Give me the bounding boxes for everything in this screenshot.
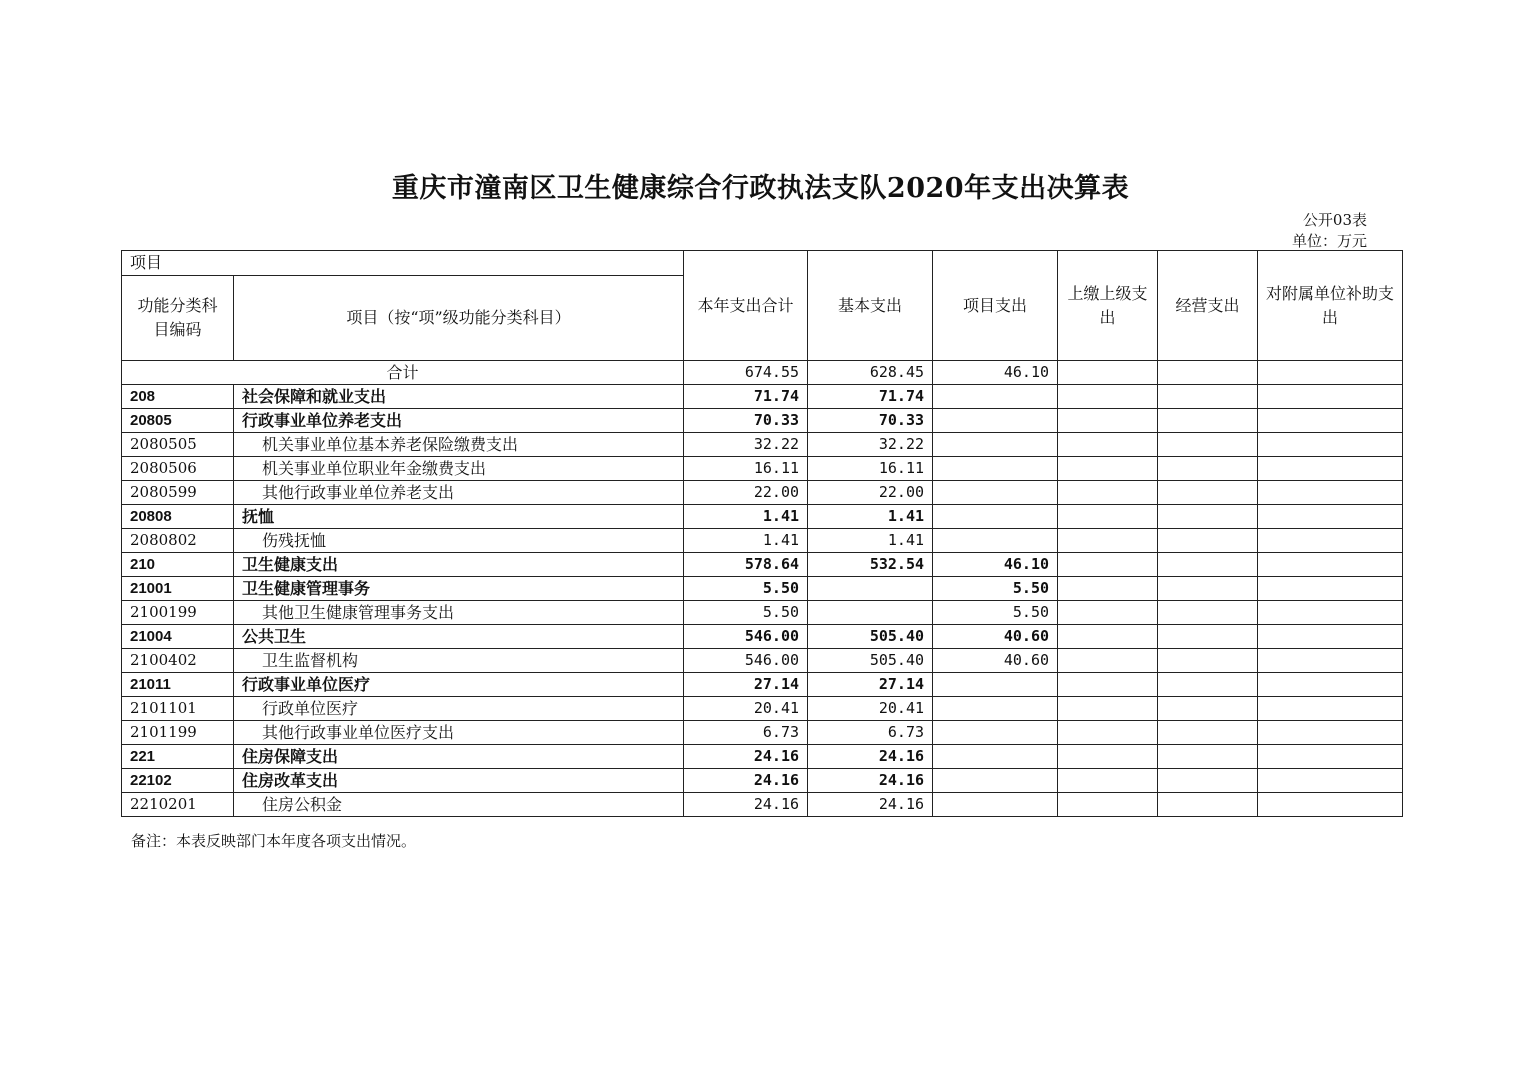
table-row <box>122 745 1403 769</box>
row-subsidy <box>1258 457 1403 481</box>
table-row <box>122 529 1403 553</box>
total-upper <box>1058 361 1158 385</box>
row-upper <box>1058 769 1158 793</box>
row-name: 卫生健康管理事务 <box>234 577 684 601</box>
row-total: 6.73 <box>684 721 808 745</box>
row-project: 46.10 <box>933 553 1058 577</box>
total-amount: 674.55 <box>684 361 808 385</box>
row-upper <box>1058 673 1158 697</box>
table-row <box>122 577 1403 601</box>
row-name: 社会保障和就业支出 <box>234 385 684 409</box>
total-project: 46.10 <box>933 361 1058 385</box>
row-basic: 532.54 <box>808 553 933 577</box>
row-operating <box>1158 505 1258 529</box>
row-subsidy <box>1258 625 1403 649</box>
row-basic <box>808 601 933 625</box>
row-subsidy <box>1258 601 1403 625</box>
row-operating <box>1158 745 1258 769</box>
row-code: 2100199 <box>122 601 234 625</box>
row-operating <box>1158 385 1258 409</box>
row-total: 22.00 <box>684 481 808 505</box>
row-total: 5.50 <box>684 577 808 601</box>
unit-label: 单位：万元 <box>1291 232 1367 250</box>
row-name: 住房公积金 <box>234 793 684 817</box>
row-upper <box>1058 793 1158 817</box>
row-subsidy <box>1258 697 1403 721</box>
row-project <box>933 745 1058 769</box>
row-operating <box>1158 481 1258 505</box>
row-project <box>933 673 1058 697</box>
row-subsidy <box>1258 673 1403 697</box>
row-subsidy <box>1258 433 1403 457</box>
row-total: 16.11 <box>684 457 808 481</box>
table-row <box>122 505 1403 529</box>
row-name: 其他行政事业单位养老支出 <box>234 481 684 505</box>
row-name: 机关事业单位职业年金缴费支出 <box>234 457 684 481</box>
row-basic: 70.33 <box>808 409 933 433</box>
row-upper <box>1058 457 1158 481</box>
row-operating <box>1158 529 1258 553</box>
total-label: 合计 <box>122 361 684 385</box>
header-group-project: 项目 <box>122 251 684 276</box>
row-basic <box>808 577 933 601</box>
row-subsidy <box>1258 481 1403 505</box>
row-upper <box>1058 505 1158 529</box>
row-operating <box>1158 409 1258 433</box>
row-basic: 32.22 <box>808 433 933 457</box>
table-row <box>122 385 1403 409</box>
row-subsidy <box>1258 793 1403 817</box>
row-code: 2101101 <box>122 697 234 721</box>
row-code: 20808 <box>122 505 234 529</box>
row-upper <box>1058 409 1158 433</box>
row-basic: 20.41 <box>808 697 933 721</box>
row-project: 5.50 <box>933 601 1058 625</box>
table-row <box>122 433 1403 457</box>
table-row <box>122 601 1403 625</box>
row-code: 210 <box>122 553 234 577</box>
table-row <box>122 793 1403 817</box>
row-total: 20.41 <box>684 697 808 721</box>
row-operating <box>1158 721 1258 745</box>
row-code: 20805 <box>122 409 234 433</box>
row-basic: 505.40 <box>808 649 933 673</box>
row-code: 21004 <box>122 625 234 649</box>
row-name: 住房保障支出 <box>234 745 684 769</box>
row-project <box>933 793 1058 817</box>
row-project <box>933 457 1058 481</box>
row-basic: 71.74 <box>808 385 933 409</box>
row-basic: 1.41 <box>808 529 933 553</box>
row-subsidy <box>1258 505 1403 529</box>
table-row <box>122 457 1403 481</box>
table-row <box>122 721 1403 745</box>
row-upper <box>1058 649 1158 673</box>
row-project: 40.60 <box>933 649 1058 673</box>
table-row <box>122 697 1403 721</box>
row-basic: 24.16 <box>808 793 933 817</box>
row-operating <box>1158 433 1258 457</box>
table-row <box>122 673 1403 697</box>
row-code: 2080506 <box>122 457 234 481</box>
row-code: 208 <box>122 385 234 409</box>
row-name: 住房改革支出 <box>234 769 684 793</box>
row-basic: 27.14 <box>808 673 933 697</box>
row-upper <box>1058 433 1158 457</box>
row-subsidy <box>1258 769 1403 793</box>
row-project <box>933 769 1058 793</box>
table-row <box>122 481 1403 505</box>
row-name: 其他行政事业单位医疗支出 <box>234 721 684 745</box>
row-total: 70.33 <box>684 409 808 433</box>
row-total: 24.16 <box>684 769 808 793</box>
row-total: 578.64 <box>684 553 808 577</box>
row-operating <box>1158 553 1258 577</box>
row-name: 公共卫生 <box>234 625 684 649</box>
row-upper <box>1058 745 1158 769</box>
row-basic: 16.11 <box>808 457 933 481</box>
row-upper <box>1058 721 1158 745</box>
row-operating <box>1158 601 1258 625</box>
row-name: 其他卫生健康管理事务支出 <box>234 601 684 625</box>
row-basic: 505.40 <box>808 625 933 649</box>
row-name: 机关事业单位基本养老保险缴费支出 <box>234 433 684 457</box>
header-upper: 上缴上级支出 <box>1058 251 1158 361</box>
row-upper <box>1058 553 1158 577</box>
row-total: 546.00 <box>684 625 808 649</box>
row-project <box>933 481 1058 505</box>
row-project: 5.50 <box>933 577 1058 601</box>
row-name: 伤残抚恤 <box>234 529 684 553</box>
row-code: 2210201 <box>122 793 234 817</box>
row-project <box>933 409 1058 433</box>
row-subsidy <box>1258 385 1403 409</box>
row-total: 71.74 <box>684 385 808 409</box>
row-code: 21011 <box>122 673 234 697</box>
row-name: 卫生健康支出 <box>234 553 684 577</box>
row-upper <box>1058 385 1158 409</box>
row-subsidy <box>1258 577 1403 601</box>
row-basic: 6.73 <box>808 721 933 745</box>
row-subsidy <box>1258 409 1403 433</box>
row-name: 行政单位医疗 <box>234 697 684 721</box>
row-total: 546.00 <box>684 649 808 673</box>
row-operating <box>1158 457 1258 481</box>
row-name: 行政事业单位医疗 <box>234 673 684 697</box>
row-subsidy <box>1258 529 1403 553</box>
row-basic: 1.41 <box>808 505 933 529</box>
header-code: 功能分类科目编码 <box>122 276 234 361</box>
footnote: 备注：本表反映部门本年度各项支出情况。 <box>131 832 417 850</box>
row-upper <box>1058 481 1158 505</box>
header-basic: 基本支出 <box>808 251 933 361</box>
row-total: 24.16 <box>684 745 808 769</box>
table-row <box>122 553 1403 577</box>
header-project: 项目支出 <box>933 251 1058 361</box>
row-project <box>933 385 1058 409</box>
row-code: 21001 <box>122 577 234 601</box>
row-project: 40.60 <box>933 625 1058 649</box>
row-code: 2101199 <box>122 721 234 745</box>
row-subsidy <box>1258 553 1403 577</box>
row-subsidy <box>1258 721 1403 745</box>
row-subsidy <box>1258 745 1403 769</box>
row-operating <box>1158 577 1258 601</box>
row-upper <box>1058 625 1158 649</box>
header-subsidy: 对附属单位补助支出 <box>1258 251 1403 361</box>
row-project <box>933 505 1058 529</box>
row-total: 1.41 <box>684 505 808 529</box>
row-project <box>933 433 1058 457</box>
total-operating <box>1158 361 1258 385</box>
row-upper <box>1058 577 1158 601</box>
row-code: 2080599 <box>122 481 234 505</box>
row-upper <box>1058 697 1158 721</box>
total-subsidy <box>1258 361 1403 385</box>
table-row <box>122 649 1403 673</box>
row-name: 行政事业单位养老支出 <box>234 409 684 433</box>
header-total: 本年支出合计 <box>684 251 808 361</box>
row-basic: 24.16 <box>808 745 933 769</box>
row-code: 2080505 <box>122 433 234 457</box>
row-operating <box>1158 769 1258 793</box>
row-code: 2080802 <box>122 529 234 553</box>
row-project <box>933 529 1058 553</box>
table-row <box>122 409 1403 433</box>
row-upper <box>1058 601 1158 625</box>
row-operating <box>1158 793 1258 817</box>
row-upper <box>1058 529 1158 553</box>
row-operating <box>1158 649 1258 673</box>
row-project <box>933 721 1058 745</box>
row-total: 5.50 <box>684 601 808 625</box>
table-row <box>122 625 1403 649</box>
row-name: 抚恤 <box>234 505 684 529</box>
header-name: 项目（按“项”级功能分类科目） <box>234 276 684 361</box>
table-row <box>122 769 1403 793</box>
header-operating: 经营支出 <box>1158 251 1258 361</box>
row-subsidy <box>1258 649 1403 673</box>
expenditure-table <box>121 250 1403 817</box>
row-total: 32.22 <box>684 433 808 457</box>
row-operating <box>1158 673 1258 697</box>
row-basic: 22.00 <box>808 481 933 505</box>
row-total: 27.14 <box>684 673 808 697</box>
row-project <box>933 697 1058 721</box>
row-total: 1.41 <box>684 529 808 553</box>
row-operating <box>1158 625 1258 649</box>
row-code: 221 <box>122 745 234 769</box>
row-code: 2100402 <box>122 649 234 673</box>
row-code: 22102 <box>122 769 234 793</box>
page-title: 重庆市潼南区卫生健康综合行政执法支队2020年支出决算表 <box>391 173 1130 204</box>
row-basic: 24.16 <box>808 769 933 793</box>
total-row <box>122 361 1403 385</box>
total-basic: 628.45 <box>808 361 933 385</box>
row-total: 24.16 <box>684 793 808 817</box>
form-number: 公开03表 <box>1302 211 1367 229</box>
row-operating <box>1158 697 1258 721</box>
row-name: 卫生监督机构 <box>234 649 684 673</box>
